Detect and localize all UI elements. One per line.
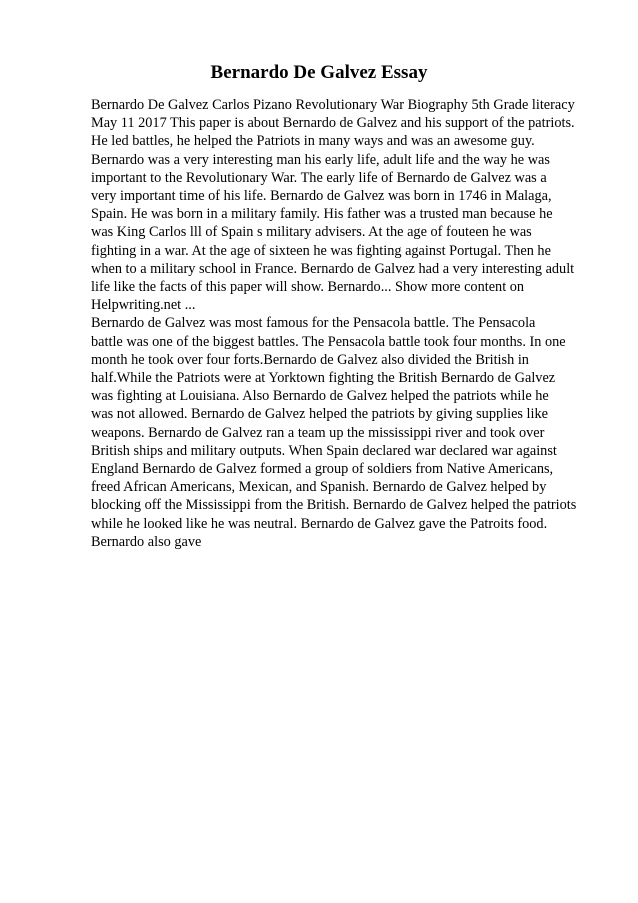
essay-line: half.While the Patriots were at Yorktown fighting the British Bernardo de Galvez	[91, 370, 556, 387]
essay-line: weapons. Bernardo de Galvez ran a team up the mississippi river and took over	[91, 424, 545, 441]
essay-line: while he looked like he was neutral. Bernardo de Galvez gave the Patroits food.	[91, 515, 548, 532]
essay-line: Spain. He was born in a military family. His father was a trusted man because he	[91, 206, 553, 223]
essay-line: England Bernardo de Galvez formed a group of soldiers from Native Americans,	[91, 461, 554, 478]
essay-line: May 11 2017 This paper is about Bernardo de Galvez and his support of the patriots.	[91, 115, 575, 132]
essay-line: freed African Americans, Mexican, and Spanish. Bernardo de Galvez helped by	[91, 479, 547, 496]
essay-line: month he took over four forts.Bernardo de Galvez also divided the British in	[91, 351, 529, 368]
essay-line: Bernardo was a very interesting man his early life, adult life and the way he was	[91, 151, 550, 168]
essay-line: life like the facts of this paper will show. Bernardo... Show more content on	[91, 279, 525, 296]
essay-line: Helpwriting.net ...	[91, 297, 196, 314]
essay-line: important to the Revolutionary War. The early life of Bernardo de Galvez was a	[91, 169, 547, 186]
essay-line: was King Carlos lll of Spain s military advisers. At the age of fouteen he was	[91, 224, 532, 241]
essay-line: battle was one of the biggest battles. The Pensacola battle took four months. In one	[91, 333, 566, 350]
essay-line: was fighting at Louisiana. Also Bernardo de Galvez helped the patriots while he	[91, 388, 549, 405]
essay-body	[91, 96, 591, 551]
essay-line: when to a military school in France. Bernardo de Galvez had a very interesting adult	[91, 260, 575, 277]
essay-line: Bernardo also gave	[91, 533, 202, 550]
essay-line: blocking off the Mississippi from the British. Bernardo de Galvez helped the patriots	[91, 497, 577, 514]
essay-line: He led battles, he helped the Patriots in many ways and was an awesome guy.	[91, 133, 535, 150]
essay-line: very important time of his life. Bernardo de Galvez was born in 1746 in Malaga,	[91, 188, 552, 205]
essay-line: Bernardo De Galvez Carlos Pizano Revolutionary War Biography 5th Grade literacy	[91, 97, 575, 113]
essay-line: was not allowed. Bernardo de Galvez helped the patriots by giving supplies like	[91, 406, 548, 423]
document-title: Bernardo De Galvez Essay	[210, 62, 428, 83]
essay-line: British ships and military outputs. When Spain declared war declared war against	[91, 442, 557, 459]
essay-line: fighting in a war. At the age of sixteen he was fighting against Portugal. Then he	[91, 242, 551, 259]
essay-line: Bernardo de Galvez was most famous for the Pensacola battle. The Pensacola	[91, 315, 536, 332]
